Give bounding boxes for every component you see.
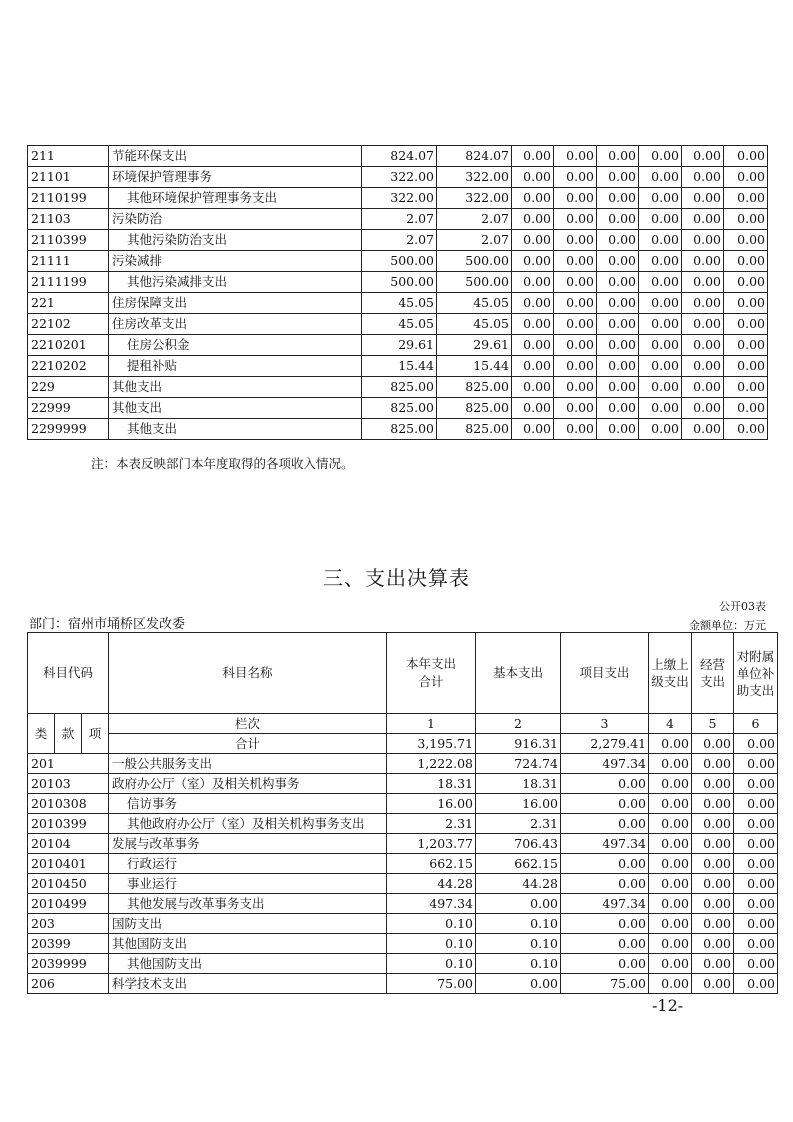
amount-cell: 2.31: [387, 814, 476, 834]
amount-cell: 0.00: [554, 293, 597, 314]
subject-name: 行政运行: [109, 854, 387, 874]
amount-cell: 0.00: [639, 272, 682, 293]
amount-cell: 0.00: [692, 754, 734, 774]
amount-cell: 0.00: [639, 188, 682, 209]
amount-cell: 0.00: [597, 167, 639, 188]
amount-cell: 0.00: [476, 974, 561, 994]
amount-cell: 662.15: [476, 854, 561, 874]
subject-code: 22999: [28, 398, 109, 419]
header-total-expenditure: 本年支出合计: [387, 633, 476, 714]
header-kuan: 款: [55, 714, 82, 754]
amount-cell: 0.00: [639, 356, 682, 377]
amount-cell: 0.00: [649, 814, 692, 834]
subject-name: 住房保障支出: [109, 293, 362, 314]
amount-cell: 0.00: [597, 272, 639, 293]
header-lanci: 栏次: [109, 714, 387, 734]
amount-cell: 0.00: [597, 188, 639, 209]
subject-code: 2111199: [28, 272, 109, 293]
amount-cell: 0.00: [597, 314, 639, 335]
subject-name: 其他国防支出: [109, 934, 387, 954]
amount-cell: 0.00: [682, 314, 724, 335]
subject-name: 其他支出: [109, 398, 362, 419]
amount-cell: 0.00: [724, 335, 768, 356]
subject-name: 政府办公厅（室）及相关机构事务: [109, 774, 387, 794]
amount-cell: 2.07: [362, 209, 437, 230]
amount-cell: 0.00: [649, 954, 692, 974]
amount-cell: 0.00: [561, 874, 649, 894]
header-name: 科目名称: [109, 633, 387, 714]
amount-cell: 0.00: [554, 209, 597, 230]
amount-cell: 0.00: [561, 914, 649, 934]
amount-cell: 0.00: [597, 419, 639, 440]
amount-cell: 0.00: [649, 834, 692, 854]
amount-cell: 0.00: [512, 293, 554, 314]
amount-cell: 2.31: [476, 814, 561, 834]
subject-code: 2110199: [28, 188, 109, 209]
amount-cell: 0.00: [734, 894, 778, 914]
amount-cell: 0.10: [476, 954, 561, 974]
amount-cell: 0.00: [682, 167, 724, 188]
header-remit-superior: 上缴上级支出: [649, 633, 692, 714]
table-row: [28, 914, 778, 934]
subject-code: 2010308: [28, 794, 109, 814]
subject-code: 2010499: [28, 894, 109, 914]
total-value: 2,279.41: [561, 734, 649, 754]
amount-cell: 15.44: [437, 356, 512, 377]
subject-code: 2210202: [28, 356, 109, 377]
subject-code: 21111: [28, 251, 109, 272]
amount-cell: 0.00: [692, 894, 734, 914]
header-lei: 类: [28, 714, 55, 754]
amount-cell: 0.00: [512, 230, 554, 251]
amount-cell: 0.00: [561, 854, 649, 874]
subject-name: 其他支出: [109, 377, 362, 398]
amount-cell: 0.00: [724, 188, 768, 209]
amount-cell: 497.34: [387, 894, 476, 914]
subject-code: 211: [28, 146, 109, 167]
total-value: 3,195.71: [387, 734, 476, 754]
subject-name: 一般公共服务支出: [109, 754, 387, 774]
total-value: 916.31: [476, 734, 561, 754]
amount-cell: 824.07: [362, 146, 437, 167]
table-row: [28, 814, 778, 834]
amount-cell: 0.00: [734, 974, 778, 994]
subject-name: 其他污染减排支出: [109, 272, 362, 293]
amount-cell: 0.00: [649, 934, 692, 954]
amount-cell: 0.00: [561, 814, 649, 834]
amount-cell: 29.61: [362, 335, 437, 356]
subject-code: 22102: [28, 314, 109, 335]
amount-cell: 825.00: [437, 419, 512, 440]
table-row: [28, 754, 778, 774]
subject-code: 2039999: [28, 954, 109, 974]
amount-cell: 0.00: [597, 209, 639, 230]
amount-cell: 16.00: [387, 794, 476, 814]
amount-cell: 0.00: [649, 774, 692, 794]
total-value: 0.00: [692, 734, 734, 754]
total-value: 0.00: [649, 734, 692, 754]
amount-cell: 0.00: [692, 914, 734, 934]
amount-cell: 500.00: [437, 272, 512, 293]
amount-cell: 0.00: [734, 834, 778, 854]
income-table-continued: [27, 145, 768, 440]
amount-cell: 0.00: [649, 874, 692, 894]
amount-cell: 0.00: [554, 314, 597, 335]
index-1: 1: [387, 714, 476, 734]
amount-cell: 0.00: [682, 335, 724, 356]
table-row: [28, 894, 778, 914]
amount-cell: 0.00: [734, 794, 778, 814]
header-subsidy-affiliated: 对附属单位补助支出: [734, 633, 778, 714]
form-number: 公开03表: [719, 600, 766, 613]
amount-cell: 0.00: [639, 293, 682, 314]
amount-cell: 0.00: [682, 356, 724, 377]
amount-cell: 825.00: [437, 377, 512, 398]
subject-code: 201: [28, 754, 109, 774]
amount-cell: 0.00: [639, 377, 682, 398]
expenditure-table: [27, 632, 778, 994]
amount-cell: 44.28: [387, 874, 476, 894]
amount-cell: 0.00: [724, 272, 768, 293]
amount-cell: 0.10: [387, 934, 476, 954]
amount-cell: 1,222.08: [387, 754, 476, 774]
table-row: [28, 293, 768, 314]
amount-cell: 0.00: [512, 146, 554, 167]
subject-code: 20399: [28, 934, 109, 954]
amount-cell: 322.00: [362, 167, 437, 188]
amount-cell: 0.00: [639, 209, 682, 230]
subject-code: 2110399: [28, 230, 109, 251]
amount-cell: 0.00: [561, 794, 649, 814]
amount-cell: 0.00: [639, 398, 682, 419]
amount-cell: 0.00: [554, 398, 597, 419]
amount-cell: 825.00: [362, 377, 437, 398]
amount-cell: 0.00: [724, 230, 768, 251]
amount-cell: 0.00: [597, 377, 639, 398]
subject-name: 其他污染防治支出: [109, 230, 362, 251]
subject-name: 发展与改革事务: [109, 834, 387, 854]
amount-cell: 0.00: [692, 854, 734, 874]
amount-cell: 500.00: [362, 251, 437, 272]
subject-code: 20103: [28, 774, 109, 794]
amount-cell: 0.10: [476, 934, 561, 954]
amount-cell: 322.00: [437, 188, 512, 209]
amount-cell: 0.00: [597, 230, 639, 251]
subject-name: 事业运行: [109, 874, 387, 894]
amount-cell: 0.00: [554, 188, 597, 209]
amount-cell: 0.00: [724, 419, 768, 440]
amount-cell: 0.00: [554, 272, 597, 293]
subject-code: 221: [28, 293, 109, 314]
amount-cell: 0.10: [387, 954, 476, 974]
amount-cell: 0.00: [554, 419, 597, 440]
amount-cell: 0.00: [597, 293, 639, 314]
amount-cell: 0.10: [476, 914, 561, 934]
subject-code: 20104: [28, 834, 109, 854]
table-note: 注：本表反映部门本年度取得的各项收入情况。: [91, 456, 354, 471]
table-row: [28, 167, 768, 188]
table-row: [28, 398, 768, 419]
amount-cell: 0.00: [692, 794, 734, 814]
amount-cell: 0.00: [692, 974, 734, 994]
amount-cell: 322.00: [437, 167, 512, 188]
page-number: -12-: [652, 996, 684, 1015]
subject-code: 2210201: [28, 335, 109, 356]
amount-cell: 44.28: [476, 874, 561, 894]
unit-label: 金额单位：万元: [689, 619, 766, 632]
amount-cell: 0.00: [649, 754, 692, 774]
table-row: [28, 834, 778, 854]
table-row: [28, 356, 768, 377]
subject-code: 2010401: [28, 854, 109, 874]
subject-name: 科学技术支出: [109, 974, 387, 994]
amount-cell: 0.00: [512, 356, 554, 377]
table-row: [28, 974, 778, 994]
amount-cell: 0.00: [597, 335, 639, 356]
table-row: [28, 874, 778, 894]
subject-name: 住房公积金: [109, 335, 362, 356]
subject-code: 229: [28, 377, 109, 398]
amount-cell: 18.31: [476, 774, 561, 794]
amount-cell: 706.43: [476, 834, 561, 854]
amount-cell: 45.05: [362, 314, 437, 335]
amount-cell: 0.00: [724, 209, 768, 230]
amount-cell: 0.00: [734, 914, 778, 934]
subject-name: 其他国防支出: [109, 954, 387, 974]
amount-cell: 0.00: [682, 188, 724, 209]
amount-cell: 2.07: [362, 230, 437, 251]
total-row: [28, 734, 778, 754]
header-operating-expenditure: 经营支出: [692, 633, 734, 714]
amount-cell: 0.00: [734, 774, 778, 794]
amount-cell: 724.74: [476, 754, 561, 774]
subject-name: 住房改革支出: [109, 314, 362, 335]
subject-name: 污染防治: [109, 209, 362, 230]
amount-cell: 0.00: [724, 251, 768, 272]
amount-cell: 0.00: [734, 934, 778, 954]
subject-name: 其他支出: [109, 419, 362, 440]
amount-cell: 0.00: [512, 377, 554, 398]
subject-code: 21103: [28, 209, 109, 230]
amount-cell: 0.00: [639, 335, 682, 356]
subject-name: 国防支出: [109, 914, 387, 934]
amount-cell: 0.00: [682, 293, 724, 314]
header-basic-expenditure: 基本支出: [476, 633, 561, 714]
amount-cell: 0.00: [692, 814, 734, 834]
amount-cell: 0.00: [649, 854, 692, 874]
index-4: 4: [649, 714, 692, 734]
table-row: [28, 419, 768, 440]
amount-cell: 0.00: [724, 314, 768, 335]
amount-cell: 0.00: [682, 398, 724, 419]
amount-cell: 662.15: [387, 854, 476, 874]
amount-cell: 825.00: [362, 398, 437, 419]
table-row: [28, 209, 768, 230]
amount-cell: 2.07: [437, 209, 512, 230]
amount-cell: 0.00: [639, 230, 682, 251]
amount-cell: 0.00: [597, 251, 639, 272]
subject-name: 其他发展与改革事务支出: [109, 894, 387, 914]
header-code: 科目代码: [28, 633, 109, 714]
section-title: 三、支出决算表: [323, 566, 470, 590]
amount-cell: 0.00: [561, 954, 649, 974]
subject-name: 其他环境保护管理事务支出: [109, 188, 362, 209]
table-row: [28, 774, 778, 794]
table-row: [28, 314, 768, 335]
amount-cell: 0.00: [512, 251, 554, 272]
amount-cell: 0.00: [512, 209, 554, 230]
amount-cell: 0.00: [554, 167, 597, 188]
amount-cell: 1,203.77: [387, 834, 476, 854]
amount-cell: 0.00: [682, 251, 724, 272]
amount-cell: 0.00: [554, 146, 597, 167]
amount-cell: 0.00: [724, 377, 768, 398]
amount-cell: 0.00: [724, 146, 768, 167]
amount-cell: 322.00: [362, 188, 437, 209]
header-row: [28, 633, 778, 714]
amount-cell: 15.44: [362, 356, 437, 377]
amount-cell: 0.00: [734, 754, 778, 774]
amount-cell: 0.00: [512, 188, 554, 209]
index-5: 5: [692, 714, 734, 734]
table-row: [28, 854, 778, 874]
amount-cell: 0.00: [597, 398, 639, 419]
amount-cell: 0.00: [639, 314, 682, 335]
amount-cell: 0.00: [734, 954, 778, 974]
header-xiang: 项: [82, 714, 109, 754]
amount-cell: 0.00: [554, 377, 597, 398]
subject-name: 信访事务: [109, 794, 387, 814]
amount-cell: 500.00: [437, 251, 512, 272]
total-label: 合计: [109, 734, 387, 754]
amount-cell: 0.00: [597, 356, 639, 377]
amount-cell: 0.00: [649, 894, 692, 914]
amount-cell: 2.07: [437, 230, 512, 251]
amount-cell: 0.00: [561, 774, 649, 794]
amount-cell: 0.00: [639, 419, 682, 440]
amount-cell: 45.05: [437, 314, 512, 335]
amount-cell: 18.31: [387, 774, 476, 794]
amount-cell: 75.00: [387, 974, 476, 994]
subject-code: 2299999: [28, 419, 109, 440]
amount-cell: 0.00: [512, 419, 554, 440]
amount-cell: 0.00: [649, 914, 692, 934]
subject-name: 其他政府办公厅（室）及相关机构事务支出: [109, 814, 387, 834]
amount-cell: 0.00: [682, 419, 724, 440]
header-project-expenditure: 项目支出: [561, 633, 649, 714]
subject-name: 污染减排: [109, 251, 362, 272]
table-row: [28, 954, 778, 974]
amount-cell: 29.61: [437, 335, 512, 356]
amount-cell: 0.00: [512, 272, 554, 293]
subject-code: 203: [28, 914, 109, 934]
amount-cell: 0.00: [512, 314, 554, 335]
amount-cell: 16.00: [476, 794, 561, 814]
table-row: [28, 230, 768, 251]
subject-code: 206: [28, 974, 109, 994]
amount-cell: 0.00: [512, 167, 554, 188]
amount-cell: 0.00: [724, 398, 768, 419]
amount-cell: 0.00: [682, 272, 724, 293]
index-3: 3: [561, 714, 649, 734]
amount-cell: 0.00: [692, 934, 734, 954]
amount-cell: 0.00: [682, 146, 724, 167]
amount-cell: 825.00: [437, 398, 512, 419]
amount-cell: 825.00: [362, 419, 437, 440]
amount-cell: 0.00: [597, 146, 639, 167]
total-value: 0.00: [734, 734, 778, 754]
index-6: 6: [734, 714, 778, 734]
table-row: [28, 146, 768, 167]
column-index-row: [28, 714, 778, 734]
amount-cell: 497.34: [561, 834, 649, 854]
amount-cell: 500.00: [362, 272, 437, 293]
amount-cell: 0.00: [639, 167, 682, 188]
amount-cell: 0.00: [734, 814, 778, 834]
amount-cell: 0.00: [692, 954, 734, 974]
amount-cell: 0.00: [692, 874, 734, 894]
amount-cell: 0.00: [724, 356, 768, 377]
amount-cell: 497.34: [561, 754, 649, 774]
amount-cell: 0.00: [692, 774, 734, 794]
amount-cell: 0.00: [682, 377, 724, 398]
table-row: [28, 794, 778, 814]
amount-cell: 497.34: [561, 894, 649, 914]
amount-cell: 0.00: [554, 251, 597, 272]
table-row: [28, 251, 768, 272]
amount-cell: 0.00: [561, 934, 649, 954]
table-row: [28, 188, 768, 209]
department-label: 部门：宿州市埇桥区发改委: [29, 617, 186, 632]
amount-cell: 0.00: [692, 834, 734, 854]
amount-cell: 75.00: [561, 974, 649, 994]
table-row: [28, 934, 778, 954]
subject-code: 2010450: [28, 874, 109, 894]
amount-cell: 0.00: [724, 293, 768, 314]
amount-cell: 0.00: [476, 894, 561, 914]
subject-code: 2010399: [28, 814, 109, 834]
amount-cell: 0.00: [554, 230, 597, 251]
subject-name: 提租补贴: [109, 356, 362, 377]
amount-cell: 0.00: [682, 209, 724, 230]
amount-cell: 0.00: [554, 335, 597, 356]
index-2: 2: [476, 714, 561, 734]
amount-cell: 0.00: [682, 230, 724, 251]
amount-cell: 0.00: [649, 794, 692, 814]
amount-cell: 0.00: [649, 974, 692, 994]
subject-name: 节能环保支出: [109, 146, 362, 167]
amount-cell: 0.00: [639, 146, 682, 167]
amount-cell: 0.00: [734, 874, 778, 894]
amount-cell: 0.00: [512, 398, 554, 419]
amount-cell: 824.07: [437, 146, 512, 167]
amount-cell: 0.00: [554, 356, 597, 377]
subject-name: 环境保护管理事务: [109, 167, 362, 188]
amount-cell: 0.00: [734, 854, 778, 874]
amount-cell: 0.00: [512, 335, 554, 356]
amount-cell: 0.00: [639, 251, 682, 272]
amount-cell: 0.10: [387, 914, 476, 934]
subject-code: 21101: [28, 167, 109, 188]
table-row: [28, 272, 768, 293]
amount-cell: 45.05: [362, 293, 437, 314]
amount-cell: 45.05: [437, 293, 512, 314]
amount-cell: 0.00: [724, 167, 768, 188]
table-row: [28, 377, 768, 398]
table-row: [28, 335, 768, 356]
